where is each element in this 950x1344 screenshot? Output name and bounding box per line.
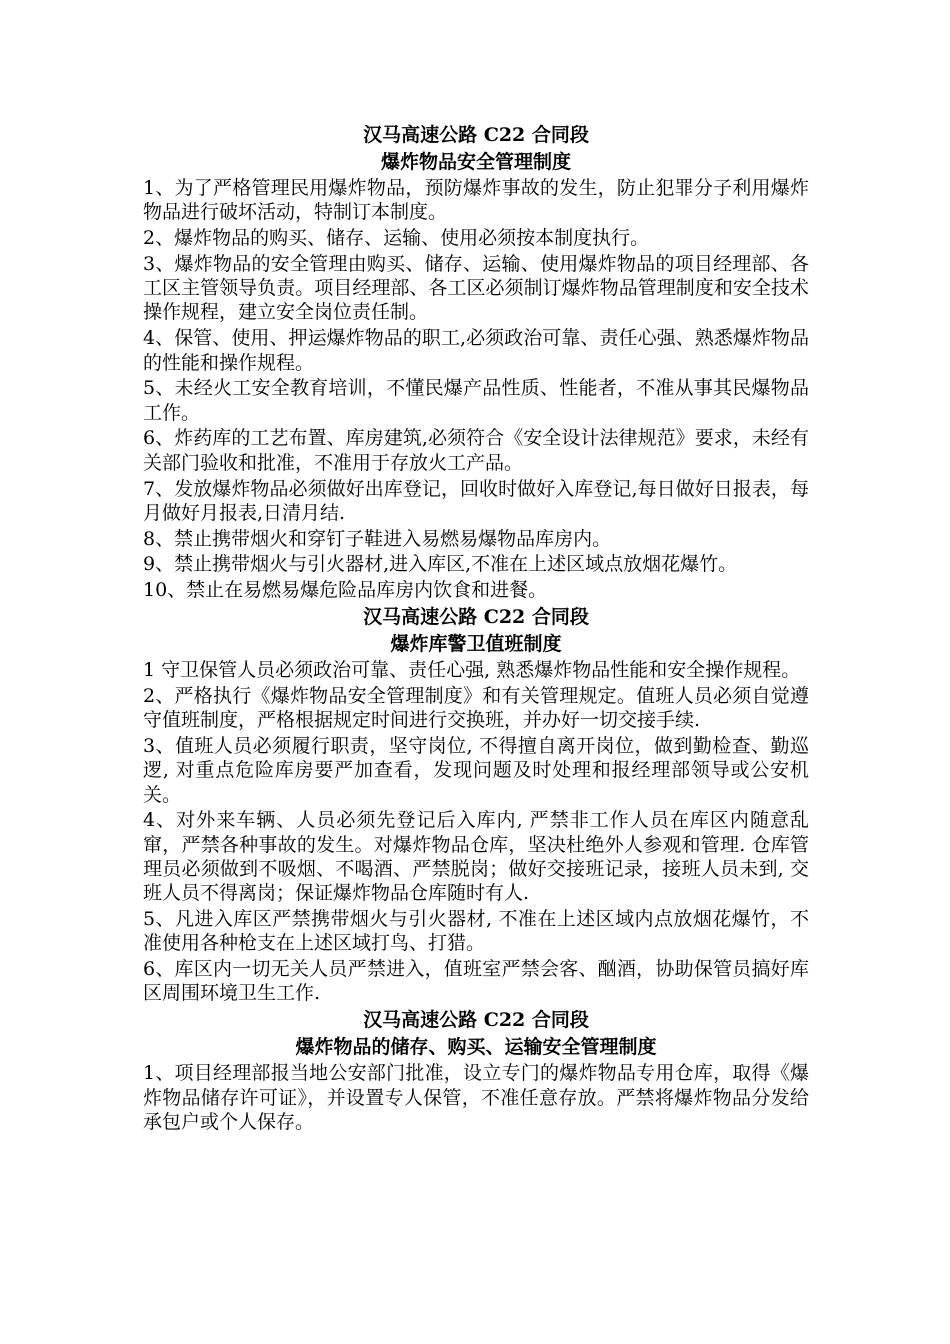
rule-item: 2、严格执行《爆炸物品安全管理制度》和有关管理规定。值班人员必须自觉遵守值班制度，严格根据规定时间进行交换班，并办好一切交接手续. [143,684,809,732]
rule-item: 8、禁止携带烟火和穿钉子鞋进入易燃易爆物品库房内。 [143,527,612,550]
rule-item: 1、为了严格管理民用爆炸物品，预防爆炸事故的发生，防止犯罪分子利用爆炸物品进行破坏活动，特制订本制度。 [143,177,809,224]
rule-item: 3、值班人员必须履行职责，坚守岗位, 不得擅自离开岗位，做到勤检查、勤巡逻, 对重点危险库房要严加查看，发现问题及时处理和报经理部领导或公安机关。 [143,734,809,806]
rule-item: 4、对外来车辆、人员必须先登记后入库内, 严禁非工作人员在库区内随意乱窜，严禁各种事故的发生。对爆炸物品仓库，坚决杜绝外人参观和管理. 仓库管理员必须做到不吸烟、不喝酒、严禁脱岗；做好交接班记录，接班人员未到, 交班人员不得离岗；保证爆炸物品仓库随时有人. [143,809,809,905]
rule-item: 6、炸药库的工艺布置、库房建筑,必须符合《安全设计法律规范》要求，未经有关部门验收和批准，不准用于存放火工产品。 [143,427,809,474]
rule-item: 6、库区内一切无关人员严禁进入，值班室严禁会客、酗酒，协助保管员搞好库区周围环境卫生工作. [143,958,809,1005]
rule-item: 5、未经火工安全教育培训，不懂民爆产品性质、性能者，不准从事其民爆物品工作。 [143,377,809,424]
section-title-line1: 汉马高速公路 C22 合同段 [363,1009,589,1032]
document-page [143,122,809,1136]
rule-item: 4、保管、使用、押运爆炸物品的职工,必须政治可靠、责任心强、熟悉爆炸物品的性能和操作规程。 [143,327,809,374]
rule-item: 3、爆炸物品的安全管理由购买、储存、运输、使用爆炸物品的项目经理部、各工区主管领导负责。项目经理部、各工区必须制订爆炸物品管理制度和安全技术操作规程，建立安全岗位责任制。 [143,252,809,324]
section-title-line1: 汉马高速公路 C22 合同段 [363,124,589,146]
rule-item: 5、凡进入库区严禁携带烟火与引火器材, 不准在上述区域内点放烟花爆竹，不准使用各种枪支在上述区域打鸟、打猎。 [143,908,809,955]
section-title-line2: 爆炸物品安全管理制度 [380,151,571,173]
section-storage-purchase-transport [143,1007,809,1134]
section-guard-duty [143,604,809,1006]
rule-item: 7、发放爆炸物品必须做好出库登记，回收时做好入库登记,每日做好日报表，每月做好月报表,日清月结. [143,477,809,524]
rule-item: 9、禁止携带烟火与引火器材,进入库区,不准在上述区域点放烟花爆竹。 [143,553,738,576]
section-title-line1: 汉马高速公路 C22 合同段 [363,606,589,629]
rule-item: 1 守卫保管人员必须政治可靠、责任心强, 熟悉爆炸物品性能和安全操作规程。 [143,659,801,682]
section-title-line2: 爆炸物品的储存、购买、运输安全管理制度 [295,1036,657,1059]
rule-item: 2、爆炸物品的购买、储存、运输、使用必须按本制度执行。 [143,227,650,250]
section-title-line2: 爆炸库警卫值班制度 [390,633,562,656]
section-explosives-safety [143,122,809,603]
rule-item: 10、禁止在易燃易爆危险品库房内饮食和进餐。 [143,579,548,602]
rule-item: 1、项目经理部报当地公安部门批准，设立专门的爆炸物品专用仓库，取得《爆炸物品储存许可证》，并设置专人保管，不准任意存放。严禁将爆炸物品分发给承包户或个人保存。 [143,1062,809,1133]
